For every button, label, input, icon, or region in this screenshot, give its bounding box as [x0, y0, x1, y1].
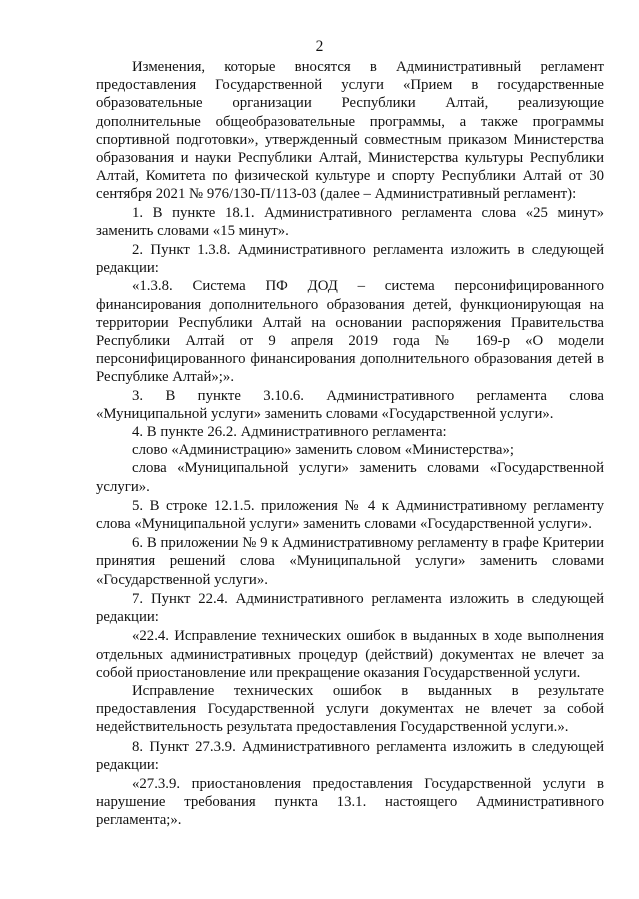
- item-4-sub-1-paragraph: слово «Администрацию» заменить словом «Министерства»;: [132, 442, 514, 459]
- item-4-sub-2-paragraph: слова «Муниципальной услуги» заменить словами «Государственной услуги».: [96, 460, 604, 495]
- intro-paragraph: Изменения, которые вносятся в Административный регламент предоставления Государственной услуги «Прием в государственные образовательные организации Республики Алтай, реализующие дополнительные общеобразовательные программы, а также программы спортивной подготовки», утвержденный совместным приказом Министерства образования и науки Республики Алтай, Министерства культуры Республики Алтай, Комитета по физической культуре и спорту Республики Алтай от 30 сентября 2021 № 976/130-П/113-03 (далее – Административный регламент):: [96, 59, 604, 203]
- item-5-paragraph: 5. В строке 12.1.5. приложения № 4 к Административному регламенту слова «Муниципальной услуги» заменить словами «Государственной услуги».: [96, 497, 604, 533]
- item-6-paragraph: 6. В приложении № 9 к Административному регламенту в графе Критерии принятия решений слова «Муниципальной услуги» заменить словами «Государственной услуги».: [96, 535, 604, 588]
- page-number: 2: [315, 38, 324, 55]
- document-body: [96, 58, 604, 830]
- item-7-paragraph: 7. Пункт 22.4. Административного регламента изложить в следующей редакции:: [96, 590, 604, 626]
- item-1-paragraph: 1. В пункте 18.1. Административного регламента слова «25 минут» заменить словами «15 минут».: [96, 204, 604, 239]
- item-4-paragraph: 4. В пункте 26.2. Административного регламента:: [132, 424, 447, 441]
- item-2-quote-paragraph: «1.3.8. Система ПФ ДОД – система персонифицированного финансирования дополнительного образования детей, функционирующая на территории Республики Алтай на основании распоряжения Правительства Республики Алтай от 9 апреля 2019 года № 169-р «О модели персонифицированного финансирования дополнительного образования детей в Республике Алтай»;».: [96, 278, 604, 386]
- item-8-paragraph: 8. Пункт 27.3.9. Административного регламента изложить в следующей редакции:: [96, 738, 604, 773]
- item-3-paragraph: 3. В пункте 3.10.6. Административного регламента слова «Муниципальной услуги» заменить словами «Государственной услуги».: [96, 387, 604, 422]
- item-2-paragraph: 2. Пункт 1.3.8. Административного регламента изложить в следующей редакции:: [96, 242, 604, 277]
- item-7-quote-continuation-paragraph: Исправление технических ошибок в выданных в результате предоставления Государственной услуги документах не влечет за собой недействительность результата предоставления Государственной услуги.».: [96, 682, 604, 736]
- item-8-quote-paragraph: «27.3.9. приостановления предоставления Государственной услуги в нарушение требования пункта 13.1. настоящего Административного регламента;».: [96, 775, 604, 829]
- item-7-quote-paragraph: «22.4. Исправление технических ошибок в выданных в ходе выполнения отдельных административных процедур (действий) документах не влечет за собой приостановление или прекращение оказания Государственной услуги.: [96, 628, 604, 681]
